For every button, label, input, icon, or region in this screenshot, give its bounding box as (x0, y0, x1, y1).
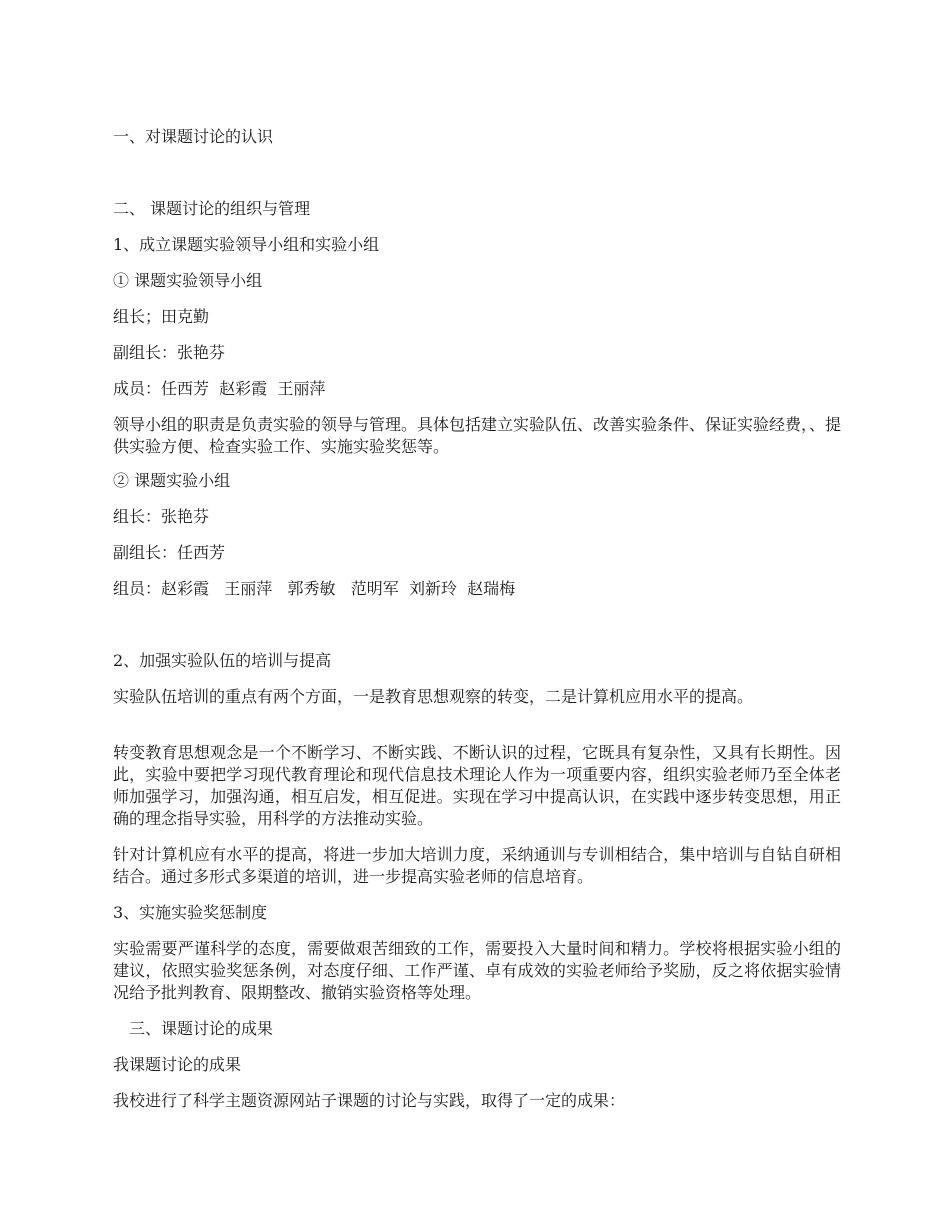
section1-heading: 一、对课题讨论的认识 (113, 127, 274, 146)
item2-paragraph: 实验队伍培训的重点有两个方面，一是教育思想观察的转变，二是计算机应用水平的提高。 (113, 687, 754, 706)
leader-group-deputy: 副组长：张艳芬 (113, 343, 226, 362)
experiment-group-leader: 组长：张艳芬 (113, 507, 210, 526)
leader-group-duty: 领导小组的职责是负责实验的领导与管理。具体包括建立实验队伍、改善实验条件、保证实验经费，、提供实验方便、检查实验工作、实施实验奖惩等。 (113, 415, 842, 456)
item3-heading: 3、实施实验奖惩制度 (113, 903, 268, 922)
leader-group-leader: 组长；田克勤 (113, 307, 210, 326)
item3-paragraph: 实验需要严谨科学的态度，需要做艰苦细致的工作，需要投入大量时间和精力。学校将根据实验小组的建议，依照实验奖惩条例，对态度仔细、工作严谨、卓有成效的实验老师给予奖励，反之将依据实验情况给予批判教育、限期整改、撤销实验资格等处理。 (113, 939, 841, 1002)
experiment-group-deputy: 副组长：任西芳 (113, 543, 226, 562)
results-intro: 我校进行了科学主题资源网站子课题的讨论与实践，取得了一定的成果： (113, 1091, 626, 1110)
experiment-group-members: 组员：赵彩霞 王丽萍 郭秀敏 范明军 刘新玲 赵瑞梅 (113, 579, 516, 598)
results-heading: 我课题讨论的成果 (113, 1055, 242, 1074)
item2-heading: 2、加强实验队伍的培训与提高 (113, 651, 332, 670)
item2-paragraph: 针对计算机应有水平的提高，将进一步加大培训力度，采纳通训与专训相结合，集中培训与自钻自研相结合。通过多形式多渠道的培训，进一步提高实验老师的信息培育。 (113, 845, 841, 886)
leader-group-members: 成员：任西芳 赵彩霞 王丽萍 (113, 379, 326, 398)
section2-heading: 二、 课题讨论的组织与管理 (113, 199, 311, 218)
item1-heading: 1、成立课题实验领导小组和实验小组 (113, 235, 380, 254)
item2-paragraph: 转变教育思想观念是一个不断学习、不断实践、不断认识的过程，它既具有复杂性，又具有长期性。因此，实验中要把学习现代教育理论和现代信息技术理论人作为一项重要内容，组织实验老师乃至全体老师加强学习，加强沟通，相互启发，相互促进。实现在学习中提高认识，在实践中逐步转变思想，用正确的理念指导实验，用科学的方法推动实验。 (113, 743, 841, 828)
section3-heading: 三、课题讨论的成果 (129, 1019, 274, 1038)
leader-group-title: ① 课题实验领导小组 (113, 271, 263, 290)
experiment-group-title: ② 课题实验小组 (113, 471, 231, 490)
